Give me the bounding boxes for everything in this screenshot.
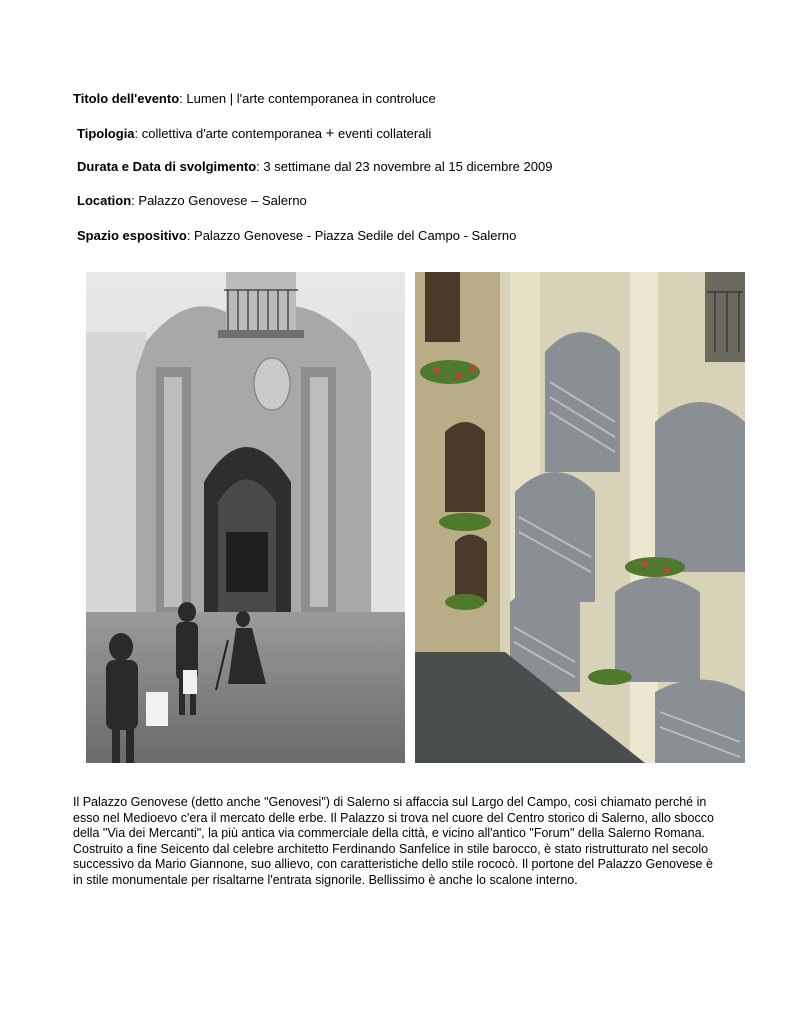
- event-duration-label: Durata e Data di svolgimento: [77, 159, 257, 174]
- event-title-label: Titolo dell'evento: [73, 91, 180, 106]
- event-type-label: Tipologia: [77, 126, 135, 141]
- event-type-value: : collettiva d'arte contemporanea: [134, 126, 326, 141]
- event-location-value: : Palazzo Genovese – Salerno: [131, 193, 307, 208]
- event-type-field: [77, 126, 431, 142]
- palazzo-description: Il Palazzo Genovese (detto anche "Genovesi") di Salerno si affaccia sul Largo del Campo, così chiamato perché in esso nel Medioevo c'era il mercato delle erbe. Il Palazzo si trova nel cuore del Centro storico di Salerno, allo sbocco della "Via dei Mercanti", la più antica via commerciale della città, e vicino all'antico "Forum" della Salerno Romana. Costruito a fine Seicento dal celebre architetto Ferdinando Sanfelice in stile barocco, è stato ristrutturato nel secolo successivo da Mario Giannone, suo allievo, con caratteristiche dello stile rococò. Il portone del Palazzo Genovese è in stile monumentale per risaltarne l'entrata signorile. Bellissimo è anche lo scalone interno.: [73, 795, 714, 887]
- event-duration-field: [77, 159, 552, 175]
- event-type-value-extra: eventi collaterali: [334, 126, 432, 141]
- palazzo-staircase-photo: [415, 272, 745, 763]
- exhibition-space-value: : Palazzo Genovese - Piazza Sedile del Campo - Salerno: [186, 228, 517, 243]
- plus-sign: +: [325, 125, 335, 142]
- event-location-field: [77, 193, 307, 209]
- event-title-value: : Lumen | l'arte contemporanea in controluce: [179, 91, 436, 106]
- event-title-field: [73, 91, 436, 107]
- event-location-label: Location: [77, 193, 132, 208]
- exhibition-space-label: Spazio espositivo: [77, 228, 187, 243]
- palazzo-portal-photo: [86, 272, 405, 763]
- event-duration-value: : 3 settimane dal 23 novembre al 15 dicembre 2009: [256, 159, 553, 174]
- exhibition-space-field: [77, 228, 516, 244]
